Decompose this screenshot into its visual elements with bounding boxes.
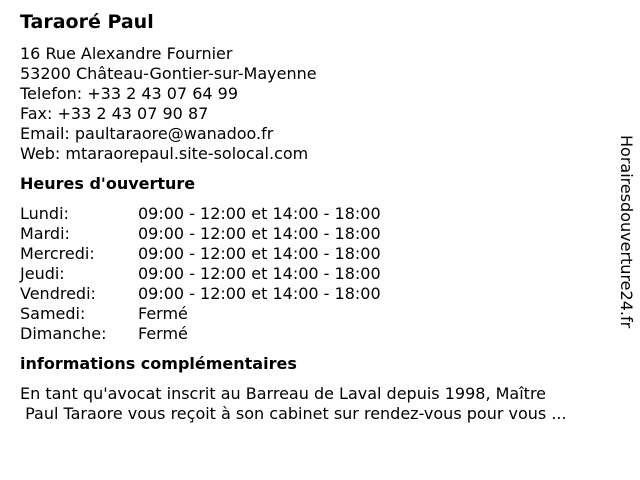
description-line-1: En tant qu'avocat inscrit au Barreau de Laval depuis 1998, Maître <box>20 384 547 403</box>
hours-row <box>20 324 610 344</box>
hours-day: Lundi: <box>20 204 69 223</box>
hours-time: Fermé <box>138 324 188 343</box>
business-name: Taraoré Paul <box>20 11 154 33</box>
hours-day: Dimanche: <box>20 324 107 343</box>
hours-time: 09:00 - 12:00 et 14:00 - 18:00 <box>138 224 381 243</box>
contact-block <box>20 44 610 164</box>
hours-day: Vendredi: <box>20 284 96 303</box>
address-line-1: 16 Rue Alexandre Fournier <box>20 44 233 63</box>
web-line: Web: mtaraorepaul.site-solocal.com <box>20 144 309 163</box>
hours-row <box>20 244 610 264</box>
address-line-2: 53200 Château-Gontier-sur-Mayenne <box>20 64 317 83</box>
email-line: Email: paultaraore@wanadoo.fr <box>20 124 274 143</box>
hours-time: 09:00 - 12:00 et 14:00 - 18:00 <box>138 284 381 303</box>
hours-time: 09:00 - 12:00 et 14:00 - 18:00 <box>138 264 381 283</box>
hours-day: Mardi: <box>20 224 70 243</box>
hours-day: Jeudi: <box>20 264 65 283</box>
hours-row <box>20 264 610 284</box>
hours-time: 09:00 - 12:00 et 14:00 - 18:00 <box>138 204 381 223</box>
info-heading: informations complémentaires <box>20 354 297 373</box>
hours-heading: Heures d'ouverture <box>20 174 196 193</box>
hours-time: 09:00 - 12:00 et 14:00 - 18:00 <box>138 244 381 263</box>
hours-table <box>20 204 610 344</box>
hours-time: Fermé <box>138 304 188 323</box>
site-watermark: Horairesdouverture24.fr <box>617 135 636 329</box>
hours-row <box>20 304 610 324</box>
fax-line: Fax: +33 2 43 07 90 87 <box>20 104 209 123</box>
hours-row <box>20 204 610 224</box>
description-line-2: Paul Taraore vous reçoit à son cabinet sur rendez-vous pour vous ... <box>20 404 567 423</box>
hours-row <box>20 224 610 244</box>
hours-day: Mercredi: <box>20 244 95 263</box>
hours-row <box>20 284 610 304</box>
hours-day: Samedi: <box>20 304 86 323</box>
business-card <box>20 10 610 424</box>
phone-line: Telefon: +33 2 43 07 64 99 <box>20 84 239 103</box>
